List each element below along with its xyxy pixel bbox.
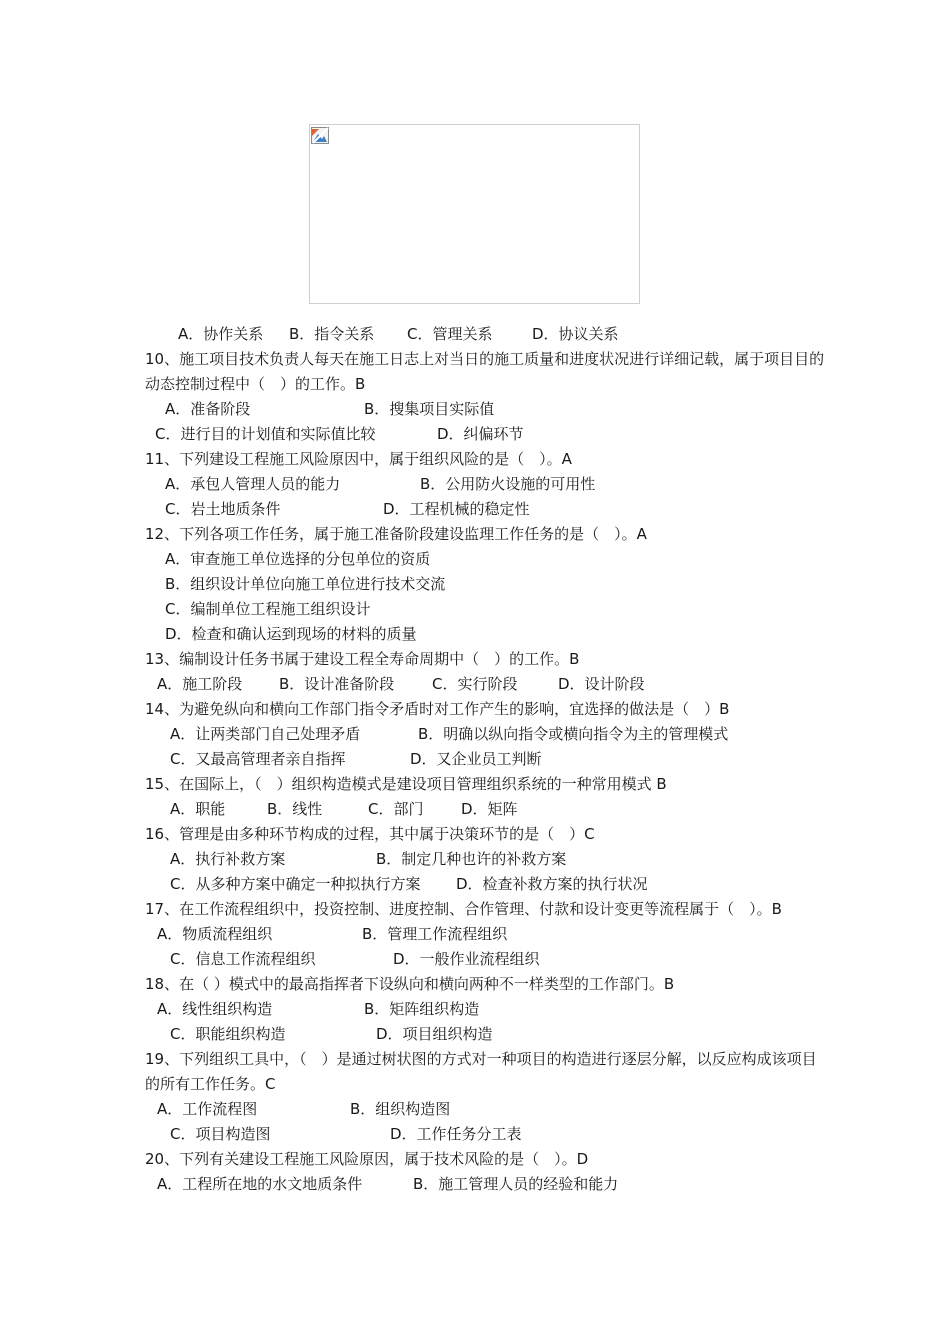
q17-options-row-2	[145, 947, 825, 972]
q18-options-row-2	[145, 1022, 825, 1047]
q15-option-a: A．职能	[170, 800, 226, 818]
q11-option-d: D．工程机械的稳定性	[383, 500, 530, 518]
q20-option-b: B．施工管理人员的经验和能力	[413, 1175, 619, 1193]
q11-options-row-2	[145, 497, 825, 522]
q10-options-row-2	[145, 422, 825, 447]
q18-stem: 18、在（ ）模式中的最高指挥者下设纵向和横向两种不一样类型的工作部门。B	[145, 975, 675, 993]
q16-option-b: B．制定几种也许的补救方案	[376, 850, 567, 868]
q14-options-row-1	[145, 722, 825, 747]
q16-option-a: A．执行补救方案	[170, 850, 286, 868]
q13-option-d: D．设计阶段	[558, 675, 645, 693]
q16-options-row-2	[145, 872, 825, 897]
q17-stem: 17、在工作流程组织中，投资控制、进度控制、合作管理、付款和设计变更等流程属于（ ）。B	[145, 900, 782, 918]
q19-option-d: D．工作任务分工表	[390, 1125, 522, 1143]
q15-option-d: D．矩阵	[461, 800, 518, 818]
q15-stem: 15、在国际上，（ ）组织构造模式是建设项目管理组织系统的一种常用模式 B	[145, 775, 667, 793]
q10-option-a: A．准备阶段	[165, 400, 251, 418]
question-list	[145, 322, 825, 1197]
q11-option-c: C．岩土地质条件	[165, 500, 281, 518]
q20-options-row-1	[145, 1172, 825, 1197]
q20-stem: 20、下列有关建设工程施工风险原因，属于技术风险的是（ ）。D	[145, 1150, 589, 1168]
q15-option-b: B．线性	[267, 800, 323, 818]
q13-option-b: B．设计准备阶段	[279, 675, 395, 693]
q14-option-d: D．又企业员工判断	[410, 750, 542, 768]
broken-image-icon	[311, 127, 329, 144]
q10-options-row-1	[145, 397, 825, 422]
q12-option-a: A．审查施工单位选择的分包单位的资质	[165, 550, 431, 568]
q17-option-c: C．信息工作流程组织	[170, 950, 316, 968]
q18-option-b: B．矩阵组织构造	[364, 1000, 480, 1018]
q19-option-c: C．项目构造图	[170, 1125, 271, 1143]
q9-option-c: C．管理关系	[407, 325, 493, 343]
q18-option-c: C．职能组织构造	[170, 1025, 286, 1043]
q11-stem: 11、下列建设工程施工风险原因中，属于组织风险的是（ ）。A	[145, 450, 572, 468]
q9-option-a: A．协作关系	[178, 325, 264, 343]
q16-option-d: D．检查补救方案的执行状况	[456, 875, 648, 893]
q17-option-b: B．管理工作流程组织	[362, 925, 508, 943]
q12-stem: 12、下列各项工作任务，属于施工准备阶段建设监理工作任务的是（ ）。A	[145, 525, 647, 543]
q14-stem: 14、为避免纵向和横向工作部门指令矛盾时对工作产生的影响，宜选择的做法是（ ）B	[145, 700, 730, 718]
q16-options-row-1	[145, 847, 825, 872]
q12-option-b: B．组织设计单位向施工单位进行技术交流	[165, 575, 446, 593]
q19-options-row-1	[145, 1097, 825, 1122]
q11-options-row-1	[145, 472, 825, 497]
q14-option-a: A．让两类部门自己处理矛盾	[170, 725, 361, 743]
q11-option-b: B．公用防火设施的可用性	[420, 475, 596, 493]
q20-option-a: A．工程所在地的水文地质条件	[157, 1175, 363, 1193]
q15-options-row	[145, 797, 825, 822]
q16-stem: 16、管理是由多种环节构成的过程，其中属于决策环节的是（ ）C	[145, 825, 595, 843]
q12-option-d: D．检查和确认运到现场的材料的质量	[165, 625, 417, 643]
q19-option-b: B．组织构造图	[350, 1100, 451, 1118]
q17-options-row-1	[145, 922, 825, 947]
q18-option-d: D．项目组织构造	[376, 1025, 493, 1043]
q13-option-a: A．施工阶段	[157, 675, 243, 693]
q14-option-c: C．又最高管理者亲自指挥	[170, 750, 346, 768]
q13-option-c: C．实行阶段	[432, 675, 518, 693]
q14-options-row-2	[145, 747, 825, 772]
q13-options-row	[145, 672, 825, 697]
q16-option-c: C．从多种方案中确定一种拟执行方案	[170, 875, 421, 893]
q9-option-d: D．协议关系	[532, 325, 619, 343]
q19-options-row-2	[145, 1122, 825, 1147]
q10-option-b: B．搜集项目实际值	[364, 400, 495, 418]
q10-option-c: C．进行目的计划值和实际值比较	[155, 425, 376, 443]
q17-option-d: D．一般作业流程组织	[393, 950, 540, 968]
image-placeholder	[309, 124, 640, 304]
q9-option-b: B．指令关系	[289, 325, 375, 343]
q18-options-row-1	[145, 997, 825, 1022]
q13-stem: 13、编制设计任务书属于建设工程全寿命周期中（ ）的工作。B	[145, 650, 580, 668]
q18-option-a: A．线性组织构造	[157, 1000, 273, 1018]
q17-option-a: A．物质流程组织	[157, 925, 273, 943]
q10-stem: 10、施工项目技术负责人每天在施工日志上对当日的施工质量和进度状况进行详细记载，属于项目目的动态控制过程中（ ）的工作。B	[145, 350, 825, 393]
q12-option-c: C．编制单位工程施工组织设计	[165, 600, 371, 618]
q15-option-c: C．部门	[368, 800, 424, 818]
q11-option-a: A．承包人管理人员的能力	[165, 475, 341, 493]
q10-option-d: D．纠偏环节	[437, 425, 524, 443]
q14-option-b: B．明确以纵向指令或横向指令为主的管理模式	[418, 725, 729, 743]
q19-stem: 19、下列组织工具中，（ ）是通过树状图的方式对一种项目的构造进行逐层分解，以反应构成该项目的所有工作任务。C	[145, 1050, 817, 1093]
q19-option-a: A．工作流程图	[157, 1100, 258, 1118]
q9-options-row	[145, 322, 825, 347]
